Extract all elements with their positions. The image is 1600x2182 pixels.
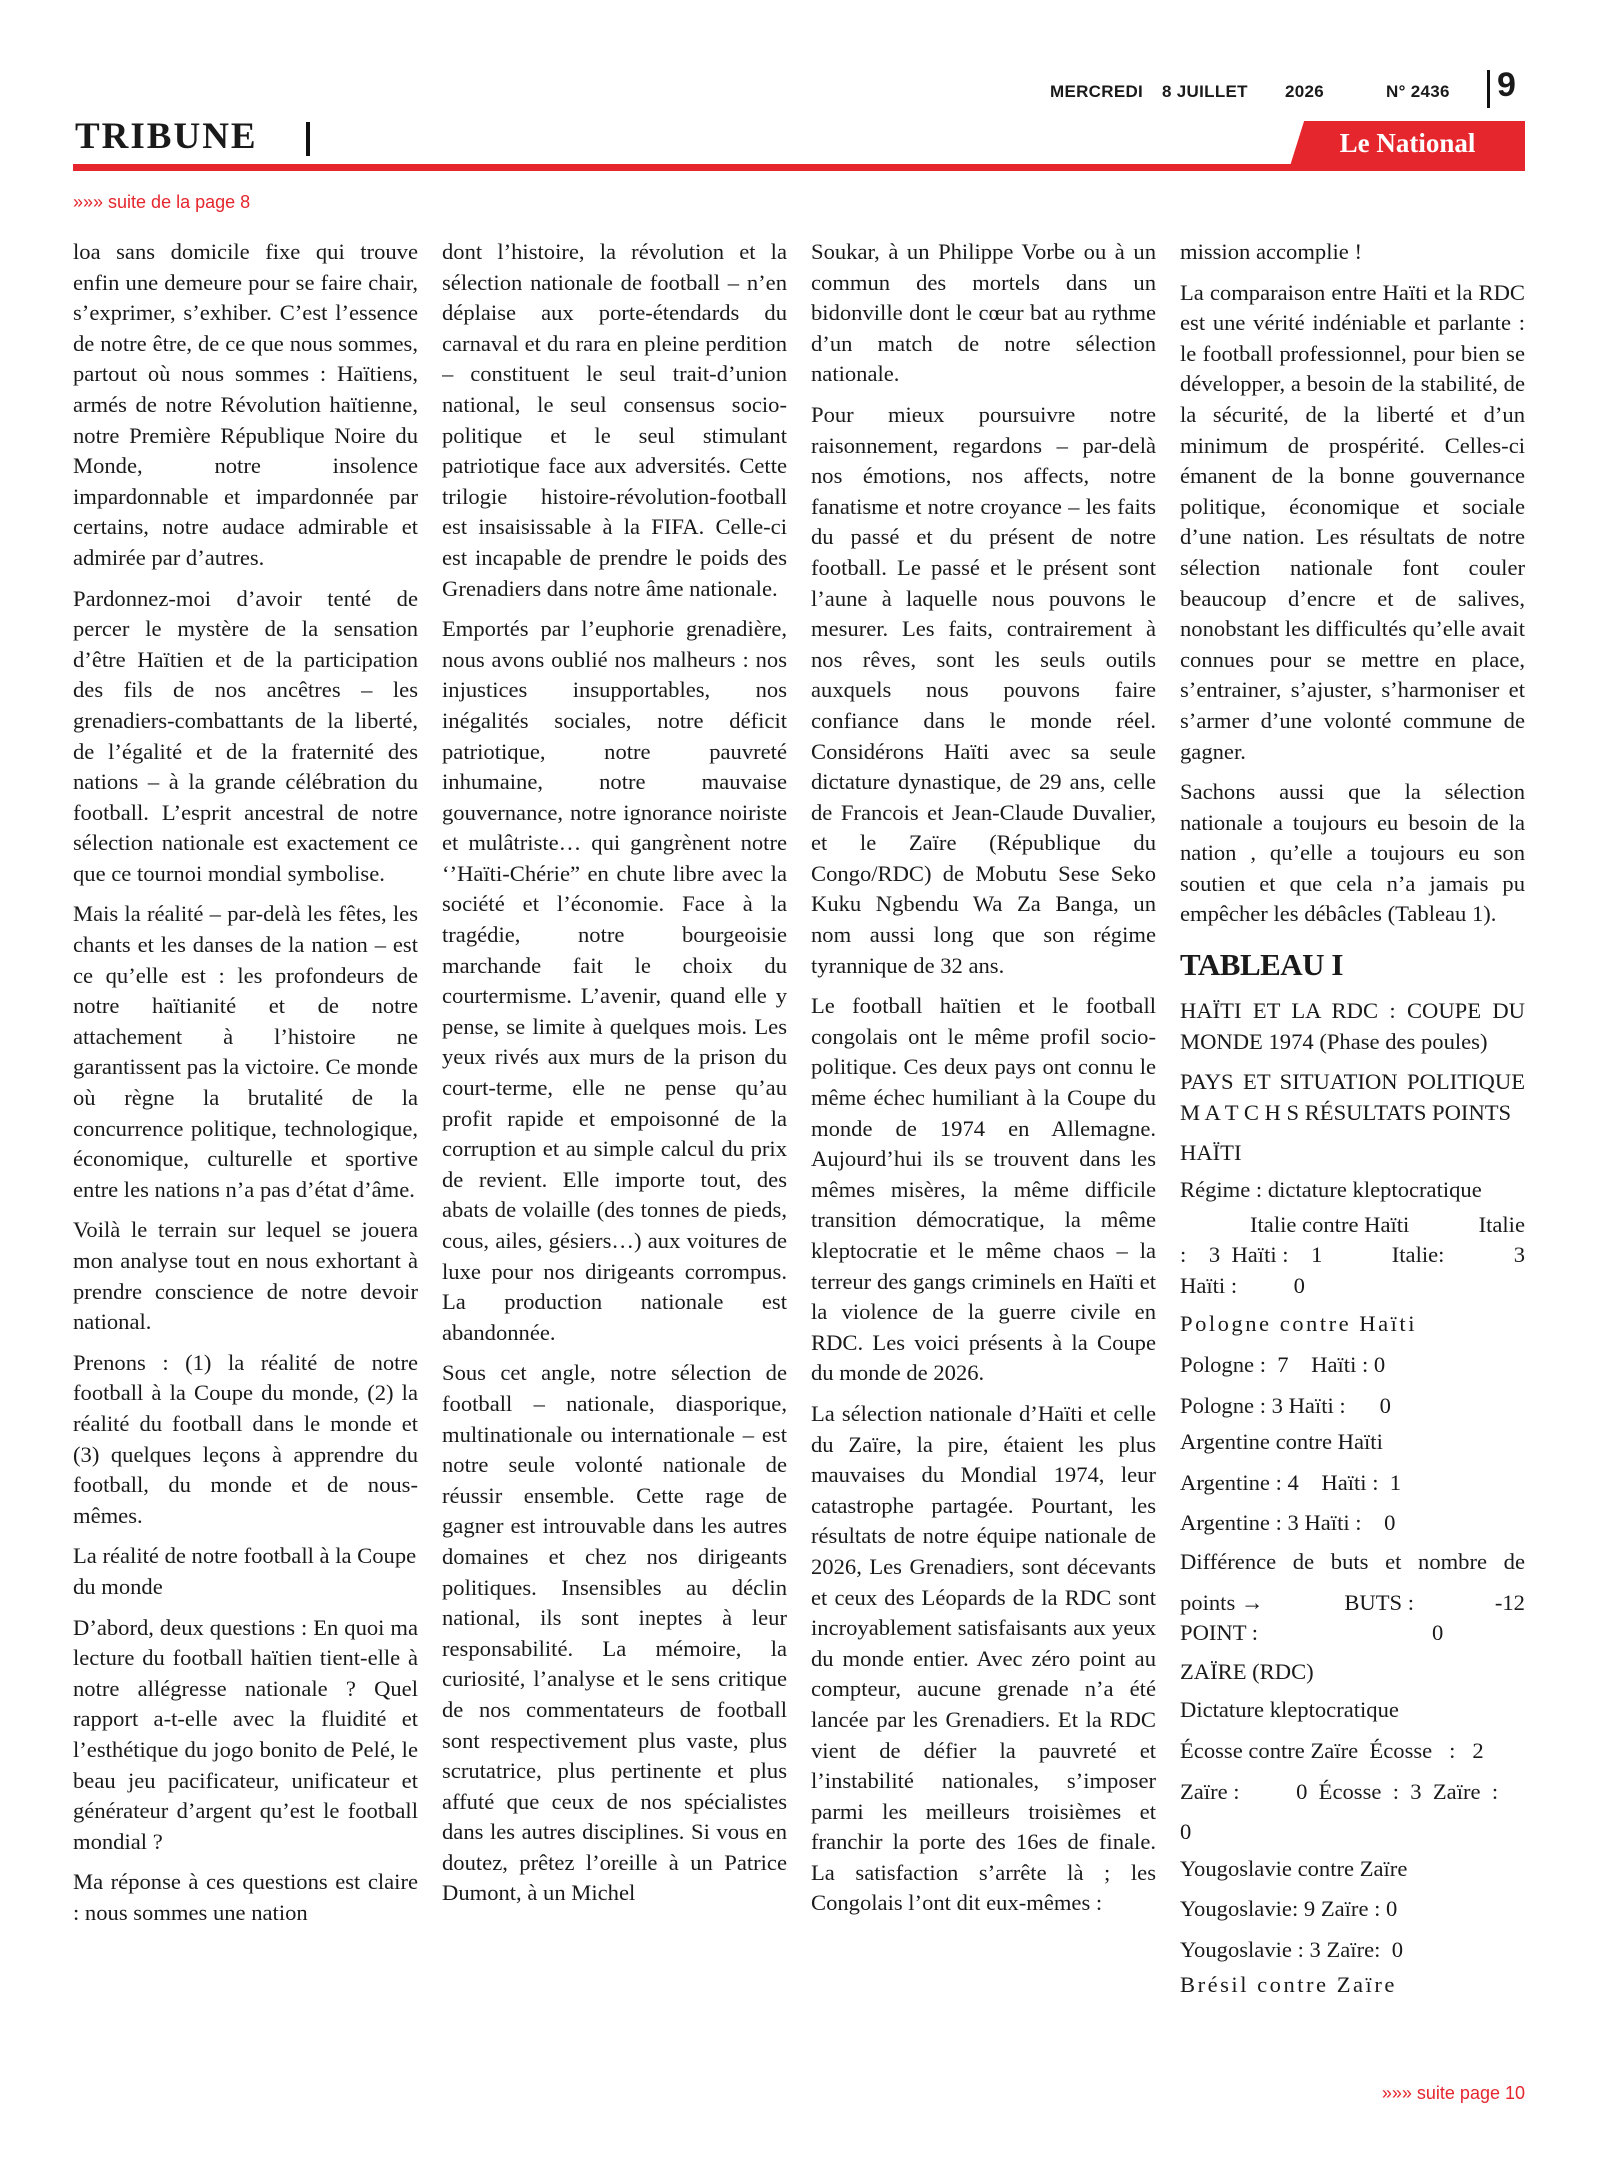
header-rule xyxy=(73,164,1525,171)
match-title: Pologne contre Haïti xyxy=(1180,1311,1417,1337)
table-match-row xyxy=(1180,1240,1525,1271)
subheading: La réalité de notre football à la Coupe du monde xyxy=(73,1543,417,1599)
article-column-4 xyxy=(1180,237,1525,2077)
goals-label: BUTS : xyxy=(1344,1589,1415,1615)
paragraph: Soukar, à un Philippe Vorbe ou à un commun des mortels dans un bidonville dont le cœur bat au rythme d’un match de notre sélection nationale. xyxy=(811,239,1156,387)
table-points-row xyxy=(1180,1618,1525,1649)
paragraph: La comparaison entre Haïti et la RDC est une vérité indéniable et parlante : le football professionnel, pour bien se développer, a besoin de la stabilité, de la sécurité, de la liberté et d’un minimum de prospérité. Celles-ci émanent de la bonne gouvernance politique, économique et sociale d’une nation. Les résultats de notre sélection nationale font couler beaucoup d’encre et de salives, nonobstant les difficultés qu’elle avait connues pour se mettre en place, s’entrainer, s’ajuster, s’harmoniser et s’armer d’une volonté commune de gagner. xyxy=(1180,279,1525,764)
section-divider xyxy=(306,122,310,156)
continued-from-link[interactable]: »»» suite de la page 8 xyxy=(73,192,251,212)
table-subtitle: HAÏTI ET LA RDC : COUPE DU MONDE 1974 (Phase des poules) xyxy=(1180,998,1525,1054)
match-result: Zaïre : 0 Écosse : 3 Zaïre : xyxy=(1180,1778,1499,1804)
table-regime-haiti: Régime : dictature kleptocratique xyxy=(1180,1177,1482,1203)
table-country-haiti: HAÏTI xyxy=(1180,1140,1242,1166)
page-number-divider xyxy=(1487,70,1490,108)
paragraph: Le football haïtien et le football congolais ont le même profil socio-politique. Ces deux pays ont connu le même échec humiliant à la Coupe du monde de 1974 en Allemagne. Aujourd’hui ils se trouvent dans les mêmes misères, la même difficile transition démocratique, la même kleptocratie et le même chaos – la terreur des gangs criminels en Haïti et la violence de la guerre civile en RDC. Les voici présents à la Coupe du monde de 2026. xyxy=(811,993,1156,1386)
goals-value: -12 xyxy=(1494,1589,1525,1615)
issue-day: MERCREDI xyxy=(1050,82,1144,101)
point-value: 0 xyxy=(1432,1620,1444,1646)
continued-to-link[interactable]: »»» suite page 10 xyxy=(1381,2083,1525,2103)
match-result: Italie: xyxy=(1391,1242,1445,1268)
paragraph: Pour mieux poursuivre notre raisonnement, regardons – par-delà nos émotions, nos affects, notre fanatisme et notre croyance – les faits du passé et du présent de notre football. Le passé et le présent sont l’aune à laquelle nous pouvons le mesurer. Les faits, contrairement à nos rêves, sont les seuls outils auxquels nous pouvons faire confiance dans le monde réel. Considérons Haïti avec sa seule dictature dynastique, de 29 ans, celle de Francois et Jean-Claude Duvalier, et le Zaïre (République du Congo/RDC) de Mobutu Sese Seko Kuku Ngbendu Wa Za Banga, un nom aussi long que son régime tyrannique de 32 ans. xyxy=(811,401,1156,978)
match-title: Yougoslavie contre Zaïre xyxy=(1180,1855,1408,1881)
match-result: 3 xyxy=(1513,1242,1525,1268)
match-result: Pologne : 3 Haïti : 0 xyxy=(1180,1392,1391,1418)
paragraph: dont l’histoire, la révolution et la sélection nationale de football – n’en déplaise aux porte-étendards du carnaval et du rara en pleine perdition – constituent le seul trait-d’union national, le seul consensus socio-politique et le seul stimulant patriotique face aux adversités. Cette trilogie histoire-révolution-football est insaisissable à la FIFA. Celle-ci est incapable de prendre le poids des Grenadiers dans notre âme nationale. xyxy=(442,239,787,601)
paragraph: Voilà le terrain sur lequel se jouera mon analyse tout en nous exhortant à prendre conscience de notre devoir national. xyxy=(73,1217,418,1335)
article-column-2 xyxy=(442,237,787,2077)
table-column-headers: PAYS ET SITUATION POLITIQUE M A T C H S RÉSULTATS POINTS xyxy=(1180,1069,1525,1125)
paragraph: Prenons : (1) la réalité de notre football à la Coupe du monde, (2) la réalité du football dans le monde et (3) quelques leçons à apprendre du football, du monde et de nous-mêmes. xyxy=(73,1349,418,1528)
table-regime-zaire: Dictature kleptocratique xyxy=(1180,1697,1399,1723)
table-goal-difference-label: Différence de buts et nombre de xyxy=(1180,1548,1525,1574)
paragraph: Sachons aussi que la sélection nationale a toujours eu besoin de la nation , qu’elle a toujours eu son soutien et que cela n’a jamais pu empêcher les débâcles (Tableau 1). xyxy=(1180,779,1525,927)
match-result: Pologne : 7 Haïti : 0 xyxy=(1180,1352,1386,1377)
paragraph: loa sans domicile fixe qui trouve enfin une demeure pour se faire chair, s’exprimer, s’exhiber. C’est l’essence de notre être, de ce que nous sommes, partout où nous sommes : Haïtiens, armés de notre Révolution haïtienne, notre Première République Noire du Monde, notre insolence impardonnable et impardonnée par certains, notre audace admirable et admirée par d’autres. xyxy=(73,239,418,570)
paragraph: Ma réponse à ces questions est claire : nous sommes une nation xyxy=(73,1869,418,1925)
issue-year: 2026 xyxy=(1285,82,1325,101)
paragraph: Sous cet angle, notre sélection de football – nationale, diasporique, multinationale ou internationale – est notre seule volonté nationale de réussir ensemble. Cette rage de gagner est introuvable dans les autres domaines et chez nos dirigeants politiques. Insensibles au déclin national, ils sont ineptes à leur responsabilité. La mémoire, la curiosité, l’analyse et le sens critique de nos commentateurs de football sont respectivement plus vaste, plus scrutatrice, plus pertinente et plus affuté que ceux de nos spécialistes dans les autres disciplines. Si vous en doutez, prêtez l’oreille à un Patrice Dumont, à un Michel xyxy=(442,1360,787,1906)
match-result: Italie xyxy=(1478,1211,1525,1237)
match-result: 0 xyxy=(1180,1819,1192,1845)
issue-date: 8 JUILLET xyxy=(1162,82,1248,101)
table-country-zaire: ZAÏRE (RDC) xyxy=(1180,1658,1314,1684)
paragraph: Mais la réalité – par-delà les fêtes, les chants et les danses de la nation – est ce qu’elle est : les profondeurs de notre haïtianité et de notre attachement à l’histoire ne garantissent pas la victoire. Ce monde où règne la brutalité de la concurrence politique, technologique, économique, culturelle et sportive entre les nations n’a pas d’état d’âme. xyxy=(73,901,418,1202)
paragraph: Emportés par l’euphorie grenadière, nous avons oublié nos malheurs : nos injustices insupportables, nos inégalités sociales, notre déficit patriotique, notre pauvreté inhumaine, notre mauvaise gouvernance, notre ignorance noiriste et mulâtriste… qui gangrènent notre ‘’Haïti-Chérie” en chute libre avec la société et l’économie. Face à la tragédie, notre bourgeoisie marchande fait le choix du courtermisme. L’avenir, quand elle y pense, se limite à quelques mois. Les yeux rivés aux murs de la prison du court-terme, elle ne pense qu’au profit rapide et empoisonné de la corruption et au simple calcul du prix de revient. Elle importe tout, des abats de volaille (des tonnes de pieds, cous, ailes, gésiers…) aux voitures de luxe pour nos dirigeants corrompus. La production nationale est abandonnée. xyxy=(442,616,787,1345)
match-result: Haïti : 0 xyxy=(1180,1272,1305,1298)
table-title: TABLEAU I xyxy=(1180,947,1343,983)
paragraph: Pardonnez-moi d’avoir tenté de percer le mystère de la sensation d’être Haïtien et de la participation des fils de nos ancêtres – les grenadiers-combattants de la liberté, de l’égalité et de la fraternité des nations – à la grande célébration du football. L’esprit ancestral de notre sélection nationale est exactement ce que ce tournoi mondial symbolise. xyxy=(73,585,418,886)
section-title: TRIBUNE xyxy=(75,116,258,157)
paragraph: mission accomplie ! xyxy=(1180,239,1362,264)
match-result: Yougoslavie : 3 Zaïre: 0 xyxy=(1180,1936,1403,1962)
match-result: Yougoslavie: 9 Zaïre : 0 xyxy=(1180,1896,1398,1922)
match-title: Brésil contre Zaïre xyxy=(1180,1971,1397,1997)
match-result: : 3 Haïti : 1 xyxy=(1180,1242,1323,1268)
points-label: points → xyxy=(1180,1589,1264,1615)
match-result: Argentine : 4 Haïti : 1 xyxy=(1180,1469,1402,1495)
match-result: Écosse contre Zaïre Écosse : 2 xyxy=(1180,1737,1484,1763)
issue-number: N° 2436 xyxy=(1386,82,1450,101)
results-table xyxy=(1180,946,1525,2000)
table-match-row xyxy=(1180,1210,1525,1241)
article-column-1 xyxy=(73,237,418,2077)
paragraph: La sélection nationale d’Haïti et celle du Zaïre, la pire, étaient les plus mauvaises du Mondial 1974, leur catastrophe partagée. Pourtant, les résultats de notre équipe nationale de 2026, Les Grenadiers, sont décevants et ceux des Léopards de la RDC sont incroyablement satisfaisants aux yeux du monde entier. Avec zéro point au compteur, aucune grenade n’a été lancée par les Grenadiers. Et la RDC vient de défier la pauvreté et l’instabilité nationales, s’imposer parmi les meilleurs troisièmes et franchir la porte des 16es de finale. La satisfaction s’arrête là ; les Congolais l’ont dit eux-mêmes : xyxy=(811,1400,1156,1916)
match-title: Italie contre Haïti xyxy=(1250,1211,1410,1237)
brand-name: Le National xyxy=(1339,128,1476,158)
paragraph: D’abord, deux questions : En quoi ma lecture du football haïtien tient-elle à notre allégresse nationale ? Quel rapport a-t-elle avec la fluidité et l’esthétique du jogo bonito de Pelé, le beau jeu pacificateur, unificateur et générateur d’argent qu’est le football mondial ? xyxy=(73,1614,418,1854)
point-label: POINT : xyxy=(1180,1620,1259,1646)
match-title: Argentine contre Haïti xyxy=(1180,1429,1383,1455)
page-number: 9 xyxy=(1497,66,1516,104)
article-column-3 xyxy=(811,237,1156,2077)
table-goals-row xyxy=(1180,1588,1525,1619)
match-result: Argentine : 3 Haïti : 0 xyxy=(1180,1510,1396,1536)
